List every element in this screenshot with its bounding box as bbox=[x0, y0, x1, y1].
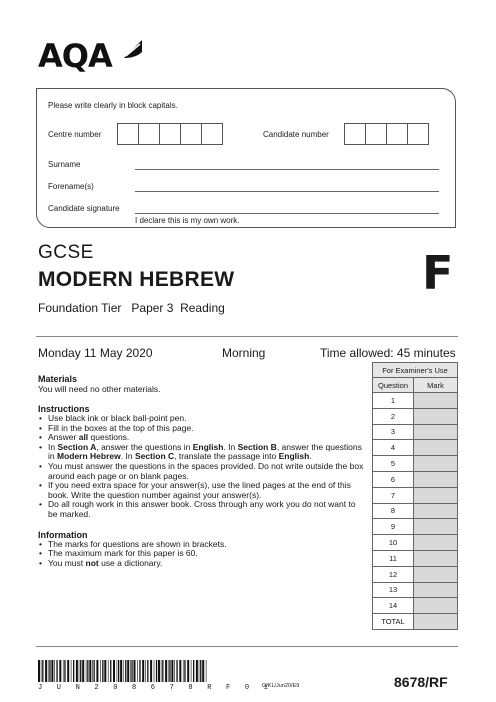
list-item: • Answer all questions. bbox=[48, 433, 364, 443]
barcode-bar bbox=[165, 660, 167, 682]
tier-letter: F bbox=[422, 246, 454, 300]
barcode-bar bbox=[130, 660, 131, 682]
barcode-bar bbox=[108, 660, 109, 682]
barcode-bar bbox=[118, 660, 119, 682]
barcode-bar bbox=[199, 660, 200, 682]
question-number-cell: 4 bbox=[373, 440, 414, 456]
barcode-bar bbox=[169, 660, 170, 682]
question-number-cell: 14 bbox=[373, 598, 414, 614]
mark-cell bbox=[414, 471, 458, 487]
barcode-bar bbox=[92, 660, 93, 682]
barcode-bar bbox=[100, 660, 101, 682]
centre-digit-box[interactable] bbox=[138, 123, 160, 145]
table-row bbox=[373, 456, 458, 472]
barcode-bar bbox=[49, 660, 50, 682]
mark-cell bbox=[414, 440, 458, 456]
barcode-bar bbox=[206, 660, 207, 682]
candidate-details-box bbox=[36, 88, 456, 228]
barcode-bar bbox=[191, 660, 192, 682]
total-label: TOTAL bbox=[373, 614, 414, 630]
list-item: • You must not use a dictionary. bbox=[48, 559, 364, 569]
question-column-header: Question bbox=[373, 378, 414, 393]
barcode-bar bbox=[54, 660, 55, 682]
table-row bbox=[373, 582, 458, 598]
barcode-bar bbox=[142, 660, 144, 682]
examiner-use-table bbox=[372, 362, 458, 630]
question-number-cell: 7 bbox=[373, 487, 414, 503]
exam-session: Morning bbox=[222, 346, 266, 360]
signature-label: Candidate signature bbox=[48, 204, 120, 213]
barcode-bar bbox=[123, 660, 124, 682]
barcode-bar bbox=[145, 660, 146, 682]
barcode-bar bbox=[73, 660, 74, 682]
surname-label: Surname bbox=[48, 160, 81, 169]
question-number-cell: 10 bbox=[373, 535, 414, 551]
barcode-bar bbox=[104, 660, 106, 682]
mark-cell bbox=[414, 503, 458, 519]
candidate-digit-box[interactable] bbox=[386, 123, 408, 145]
barcode-bar bbox=[127, 660, 129, 682]
barcode-bar bbox=[120, 660, 122, 682]
barcode-bar bbox=[139, 660, 140, 682]
block-capitals-instruction: Please write clearly in block capitals. bbox=[48, 101, 178, 110]
barcode-bar bbox=[56, 660, 57, 682]
instructions-list bbox=[38, 414, 364, 520]
barcode-bar bbox=[71, 660, 72, 682]
divider bbox=[36, 336, 458, 337]
centre-digit-box[interactable] bbox=[159, 123, 181, 145]
information-list bbox=[38, 540, 364, 569]
mark-cell bbox=[414, 393, 458, 409]
barcode-bar bbox=[184, 660, 185, 682]
question-number-cell: 13 bbox=[373, 582, 414, 598]
aqa-leaf-icon bbox=[122, 38, 144, 60]
centre-number-label: Centre number bbox=[48, 130, 102, 139]
table-row bbox=[373, 598, 458, 614]
exam-date: Monday 11 May 2020 bbox=[38, 346, 153, 360]
barcode-bar bbox=[64, 660, 65, 682]
table-row bbox=[373, 535, 458, 551]
list-item: • The marks for questions are shown in brackets. bbox=[48, 540, 364, 550]
candidate-digit-box[interactable] bbox=[365, 123, 387, 145]
table-row bbox=[373, 503, 458, 519]
barcode-bar bbox=[79, 660, 80, 682]
examiner-table-title: For Examiner's Use bbox=[373, 363, 458, 378]
barcode-bar bbox=[147, 660, 148, 682]
divider bbox=[36, 646, 458, 647]
table-row bbox=[373, 408, 458, 424]
barcode-bar bbox=[176, 660, 177, 682]
subject-title: MODERN HEBREW bbox=[38, 268, 235, 291]
barcode-bar bbox=[196, 660, 198, 682]
barcode-bar bbox=[179, 660, 181, 682]
mark-cell bbox=[414, 519, 458, 535]
barcode-bar bbox=[86, 660, 87, 682]
table-row bbox=[373, 519, 458, 535]
mark-cell bbox=[414, 598, 458, 614]
signature-field[interactable] bbox=[135, 213, 439, 214]
table-row bbox=[373, 487, 458, 503]
mark-cell bbox=[414, 408, 458, 424]
barcode-bar bbox=[117, 660, 118, 682]
table-row bbox=[373, 550, 458, 566]
centre-digit-box[interactable] bbox=[201, 123, 223, 145]
information-heading: Information bbox=[38, 529, 88, 540]
barcode-bar bbox=[200, 660, 201, 682]
total-mark-cell bbox=[414, 614, 458, 630]
barcode-bar bbox=[156, 660, 157, 682]
barcode-bar bbox=[154, 660, 155, 682]
list-item: • Fill in the boxes at the top of this page. bbox=[48, 424, 364, 434]
barcode-bar bbox=[168, 660, 169, 682]
barcode-bar bbox=[59, 660, 61, 682]
barcode-bar bbox=[82, 660, 84, 682]
barcode-bar bbox=[110, 660, 111, 682]
candidate-number-boxes[interactable] bbox=[344, 123, 428, 145]
barcode-bar bbox=[137, 660, 138, 682]
paper-code: 8678/RF bbox=[394, 674, 448, 690]
question-number-cell: 8 bbox=[373, 503, 414, 519]
instructions-heading: Instructions bbox=[38, 404, 90, 414]
centre-number-boxes[interactable] bbox=[117, 123, 222, 145]
barcode-bar bbox=[67, 660, 69, 682]
barcode-bar bbox=[38, 660, 40, 682]
centre-digit-box[interactable] bbox=[180, 123, 202, 145]
time-allowed: Time allowed: 45 minutes bbox=[320, 346, 456, 360]
table-row bbox=[373, 440, 458, 456]
mark-cell bbox=[414, 582, 458, 598]
barcode-bar bbox=[102, 660, 103, 682]
barcode-bar bbox=[174, 660, 175, 682]
barcode-image bbox=[38, 660, 208, 682]
barcode-bar bbox=[96, 660, 98, 682]
forenames-label: Forename(s) bbox=[48, 182, 94, 191]
forenames-field[interactable] bbox=[135, 191, 439, 192]
question-number-cell: 5 bbox=[373, 456, 414, 472]
barcode-bar bbox=[113, 660, 115, 682]
barcode-bar bbox=[158, 660, 160, 682]
question-number-cell: 2 bbox=[373, 408, 414, 424]
list-item: • Do all rough work in this answer book. Cross through any work you do not want to be marked. bbox=[48, 500, 364, 519]
list-item: • You must answer the questions in the spaces provided. Do not write outside the box around each page or on blank pages. bbox=[48, 462, 364, 481]
barcode-bar bbox=[187, 660, 189, 682]
candidate-digit-box[interactable] bbox=[407, 123, 429, 145]
question-number-cell: 1 bbox=[373, 393, 414, 409]
mark-cell bbox=[414, 424, 458, 440]
barcode-bar bbox=[162, 660, 163, 682]
barcode-bar bbox=[41, 660, 42, 682]
table-row bbox=[373, 424, 458, 440]
tier-paper-line: Foundation Tier Paper 3 Reading bbox=[38, 301, 225, 315]
candidate-digit-box[interactable] bbox=[344, 123, 366, 145]
barcode-bar bbox=[89, 660, 91, 682]
qualification-title: GCSE bbox=[38, 242, 94, 263]
barcode-bar bbox=[76, 660, 78, 682]
barcode-bar bbox=[202, 660, 204, 682]
barcode-bar bbox=[125, 660, 126, 682]
front-page-notes bbox=[38, 374, 364, 568]
barcode-bar bbox=[87, 660, 88, 682]
declaration-text: I declare this is my own work. bbox=[135, 216, 240, 225]
table-row bbox=[373, 566, 458, 582]
barcode-bar bbox=[42, 660, 43, 682]
table-row bbox=[373, 393, 458, 409]
barcode-bar bbox=[48, 660, 49, 682]
barcode-bar bbox=[134, 660, 136, 682]
barcode-bar bbox=[80, 660, 81, 682]
mark-cell bbox=[414, 487, 458, 503]
barcode-bar bbox=[171, 660, 173, 682]
centre-digit-box[interactable] bbox=[117, 123, 139, 145]
barcode-bar bbox=[193, 660, 194, 682]
list-item: • The maximum mark for this paper is 60. bbox=[48, 549, 364, 559]
list-item: • If you need extra space for your answer(s), use the lined pages at the end of this book. Write the question number against your answer(s). bbox=[48, 481, 364, 500]
materials-heading: Materials bbox=[38, 374, 78, 384]
barcode-text: J U N 2 0 8 6 7 8 R F 0 1 bbox=[38, 684, 274, 692]
barcode-bar bbox=[63, 660, 64, 682]
barcode-bar bbox=[94, 660, 95, 682]
question-number-cell: 9 bbox=[373, 519, 414, 535]
mark-column-header: Mark bbox=[414, 378, 458, 393]
mark-cell bbox=[414, 550, 458, 566]
barcode-bar bbox=[183, 660, 184, 682]
barcode-bar bbox=[150, 660, 152, 682]
question-number-cell: 6 bbox=[373, 471, 414, 487]
barcode-bar bbox=[131, 660, 132, 682]
barcode-bar bbox=[161, 660, 162, 682]
aqa-logo: AQA bbox=[38, 37, 112, 75]
barcode-bar bbox=[45, 660, 47, 682]
question-number-cell: 12 bbox=[373, 566, 414, 582]
question-number-cell: 3 bbox=[373, 424, 414, 440]
list-item: • In Section A, answer the questions in English. In Section B, answer the questions in Modern Hebrew. In Section C, translate the passage into English. bbox=[48, 443, 364, 462]
candidate-number-label: Candidate number bbox=[263, 130, 329, 139]
mark-cell bbox=[414, 456, 458, 472]
document-reference: G/KL/Jun20/E9 bbox=[262, 683, 300, 689]
barcode-bar bbox=[51, 660, 53, 682]
mark-cell bbox=[414, 535, 458, 551]
mark-cell bbox=[414, 566, 458, 582]
materials-text: You will need no other materials. bbox=[38, 384, 161, 394]
surname-field[interactable] bbox=[135, 169, 439, 170]
table-row bbox=[373, 471, 458, 487]
list-item: • Use black ink or black ball-point pen. bbox=[48, 414, 364, 424]
question-number-cell: 11 bbox=[373, 550, 414, 566]
